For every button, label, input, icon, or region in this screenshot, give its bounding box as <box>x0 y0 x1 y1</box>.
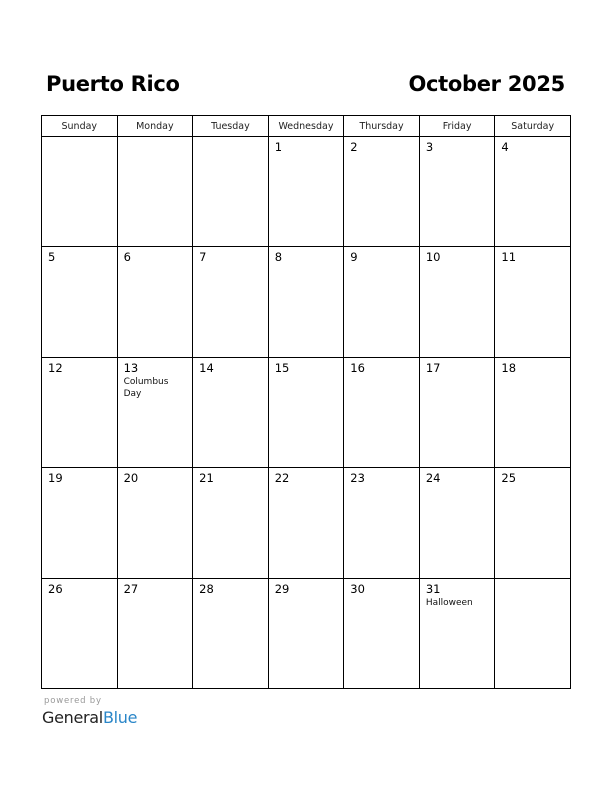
day-number: 23 <box>350 471 365 486</box>
weekday-header: Tuesday <box>193 116 269 137</box>
day-number: 3 <box>425 140 434 154</box>
calendar-week-row <box>42 137 571 247</box>
holiday-label: Columbus Day <box>123 376 169 399</box>
logo-text-general: General <box>42 708 103 727</box>
holiday-label: Halloween <box>425 597 473 608</box>
calendar-day-cell <box>419 578 495 688</box>
day-number: 30 <box>350 581 365 596</box>
calendar-day-cell <box>117 468 193 578</box>
calendar-day-cell <box>193 578 269 688</box>
day-number: 8 <box>274 250 283 265</box>
calendar-day-cell <box>193 468 269 578</box>
day-number: 29 <box>274 581 290 596</box>
day-number: 13 <box>123 360 139 375</box>
calendar-day-cell <box>419 247 495 357</box>
day-number: 9 <box>350 250 358 265</box>
calendar-week-row <box>42 247 571 357</box>
calendar-day-cell <box>268 468 344 578</box>
day-number: 12 <box>48 360 63 375</box>
calendar-day-cell <box>117 247 193 357</box>
day-number: 5 <box>48 250 56 265</box>
day-number: 7 <box>199 250 207 265</box>
day-number: 11 <box>501 250 517 265</box>
calendar-day-cell <box>419 137 495 247</box>
calendar-day-cell <box>344 578 420 688</box>
calendar-empty-cell <box>42 137 118 247</box>
calendar-day-cell <box>268 578 344 688</box>
day-number: 14 <box>199 360 214 375</box>
day-number: 2 <box>350 140 358 154</box>
calendar-day-cell <box>495 247 571 357</box>
day-number: 26 <box>48 581 63 596</box>
day-number: 20 <box>123 471 139 486</box>
day-number: 4 <box>501 140 509 154</box>
calendar-day-cell <box>268 247 344 357</box>
calendar-week-row <box>42 357 571 467</box>
calendar-day-cell <box>268 137 344 247</box>
calendar-day-cell <box>42 357 118 467</box>
weekday-header: Saturday <box>495 116 571 137</box>
calendar-day-cell <box>268 357 344 467</box>
calendar-grid <box>41 115 571 689</box>
calendar-empty-cell <box>193 137 269 247</box>
calendar-day-cell <box>42 468 118 578</box>
day-number: 16 <box>350 360 365 375</box>
day-number: 15 <box>274 360 290 375</box>
day-number: 24 <box>425 471 441 486</box>
day-number: 19 <box>48 471 63 486</box>
calendar-day-cell <box>419 357 495 467</box>
calendar-day-cell <box>495 357 571 467</box>
day-number: 31 <box>425 581 441 596</box>
day-number: 6 <box>123 250 131 265</box>
weekday-header-row <box>42 116 571 137</box>
footer-branding <box>42 695 137 729</box>
calendar-country-title: Puerto Rico <box>46 72 180 96</box>
logo-text-blue: Blue <box>102 708 138 727</box>
calendar-day-cell <box>495 468 571 578</box>
weekday-header: Thursday <box>344 116 420 137</box>
calendar-day-cell <box>42 247 118 357</box>
calendar-day-cell <box>344 357 420 467</box>
calendar-day-cell <box>117 357 193 467</box>
calendar-week-row <box>42 578 571 688</box>
day-number: 17 <box>425 360 441 375</box>
day-number: 27 <box>123 581 139 596</box>
day-number: 18 <box>501 360 517 375</box>
calendar-month-title: October 2025 <box>408 72 565 96</box>
generalblue-logo <box>42 707 137 729</box>
day-number: 25 <box>501 471 517 486</box>
calendar-day-cell <box>193 357 269 467</box>
day-number: 22 <box>274 471 290 486</box>
calendar-week-row <box>42 468 571 578</box>
weekday-header: Friday <box>419 116 495 137</box>
calendar-day-cell <box>344 247 420 357</box>
calendar-day-cell <box>42 578 118 688</box>
day-number: 10 <box>425 250 441 265</box>
calendar-day-cell <box>495 137 571 247</box>
calendar-day-cell <box>344 137 420 247</box>
calendar-empty-cell <box>495 578 571 688</box>
day-number: 28 <box>199 581 214 596</box>
weekday-header: Sunday <box>42 116 118 137</box>
powered-by-text: powered by <box>44 696 102 706</box>
day-number: 1 <box>274 140 283 154</box>
calendar-day-cell <box>117 578 193 688</box>
calendar-day-cell <box>419 468 495 578</box>
calendar-day-cell <box>344 468 420 578</box>
weekday-header: Wednesday <box>268 116 344 137</box>
calendar-day-cell <box>193 247 269 357</box>
day-number: 21 <box>199 471 214 486</box>
calendar-empty-cell <box>117 137 193 247</box>
weekday-header: Monday <box>117 116 193 137</box>
